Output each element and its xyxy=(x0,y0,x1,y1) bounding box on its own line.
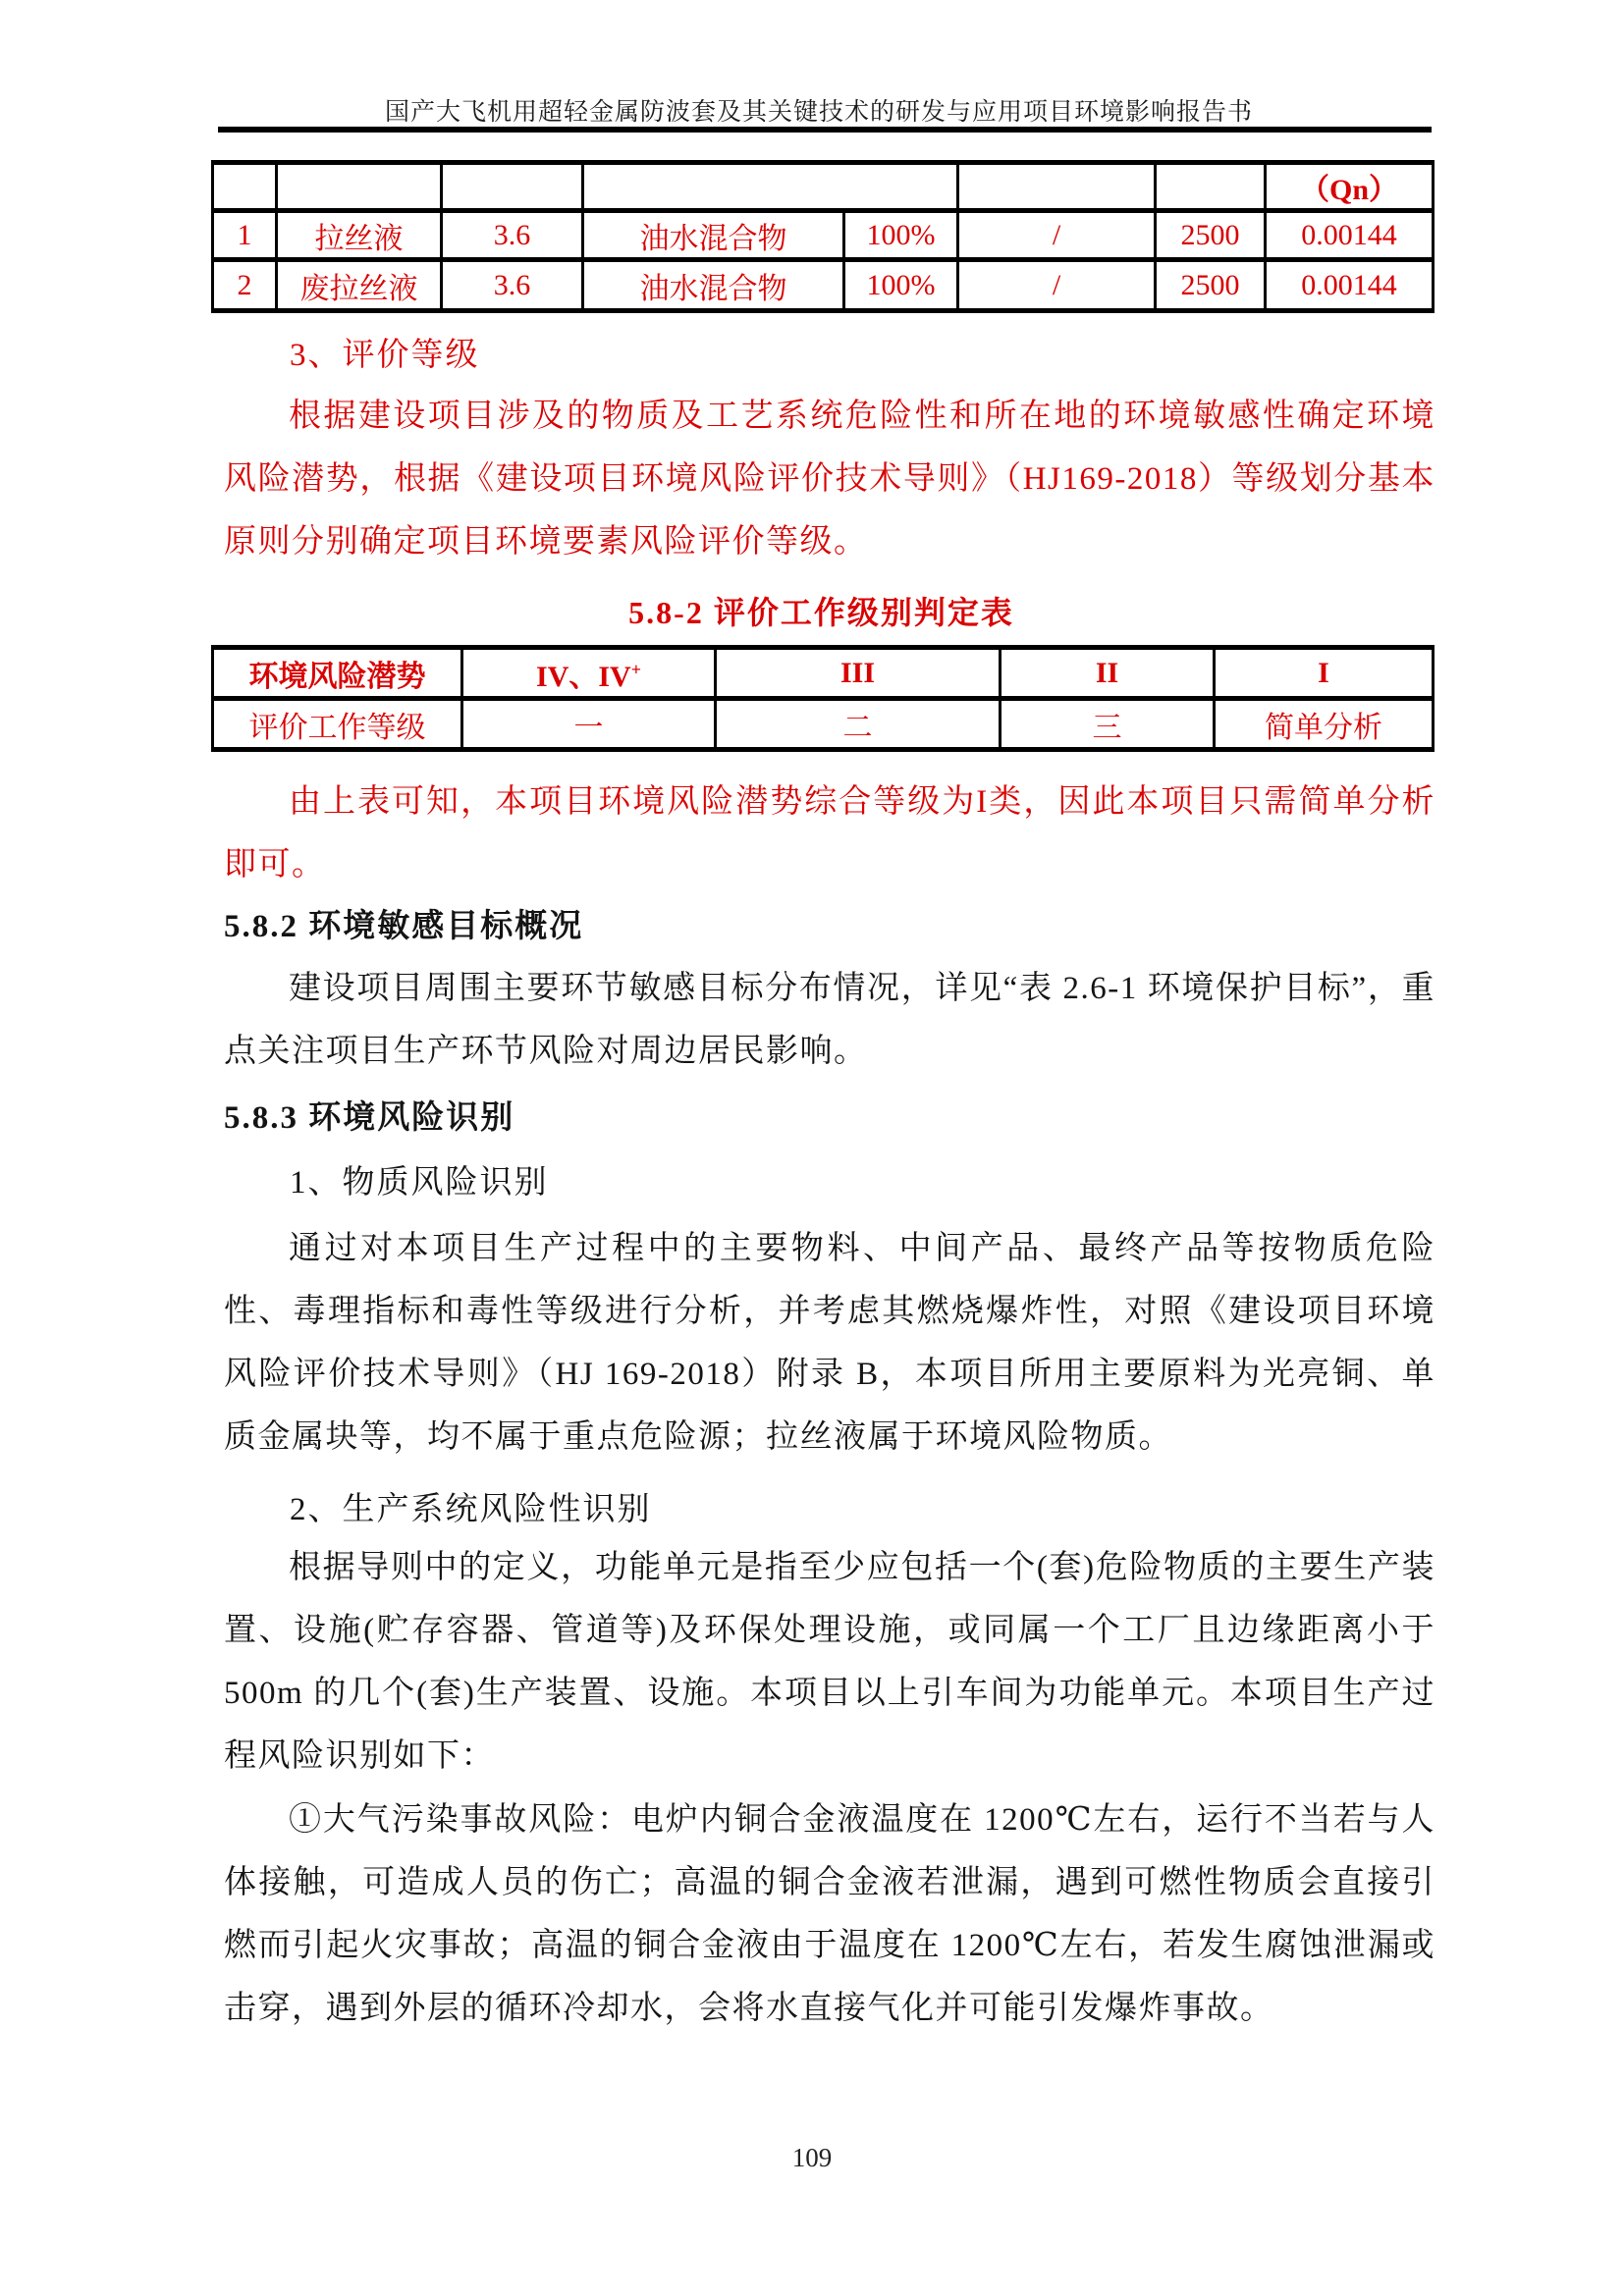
table-cell xyxy=(583,163,958,211)
table-cell: 油水混合物 xyxy=(583,260,844,311)
table-cell: 1 xyxy=(213,211,277,260)
table-cell: 2 xyxy=(213,260,277,311)
table-row xyxy=(213,260,1434,311)
table-cell xyxy=(462,648,716,699)
table-582-title: 5.8-2 评价工作级别判定表 xyxy=(628,595,1014,630)
table-cell: I xyxy=(1215,648,1434,699)
table-cell xyxy=(442,163,583,211)
table-cell xyxy=(277,163,442,211)
header-rule xyxy=(218,127,1432,133)
page-number: 109 xyxy=(791,2143,833,2172)
evaluation-level-table xyxy=(211,645,1435,752)
conclusion-paragraph: 由上表可知，本项目环境风险潜势综合等级为I类，因此本项目只需简单分析即可。 xyxy=(224,784,1435,882)
risk-substance-table xyxy=(211,160,1435,313)
page-header-title: 国产大飞机用超轻金属防波套及其关键技术的研发与应用项目环境影响报告书 xyxy=(384,99,1253,126)
table-cell: II xyxy=(1001,648,1215,699)
table-row xyxy=(213,211,1434,260)
iv-label: IV、IV xyxy=(536,660,631,693)
table-cell: / xyxy=(958,260,1156,311)
table-cell: 环境风险潜势 xyxy=(213,648,462,699)
table-cell: 2500 xyxy=(1156,260,1266,311)
table-cell xyxy=(1156,163,1266,211)
table-cell: 0.00144 xyxy=(1266,260,1434,311)
table-cell: 一 xyxy=(462,699,716,750)
table-header-row xyxy=(213,163,1434,211)
table-cell: 评价工作等级 xyxy=(213,699,462,750)
table-cell: III xyxy=(716,648,1001,699)
section-583-item1: 1、物质风险识别 xyxy=(290,1165,549,1201)
section-583-paragraph3: ①大气污染事故风险：电炉内铜合金液温度在 1200℃左右，运行不当若与人体接触，可造成人员的伤亡；高温的铜合金液若泄漏，遇到可燃性物质会直接引燃而引起火灾事故；高温的铜合金液由于温度在 1200℃左右，若发生腐蚀泄漏或击穿，遇到外层的循环冷却水，会将水直接气化并可能引发爆炸事故。 xyxy=(224,1802,1435,2026)
table-cell: 100% xyxy=(844,211,958,260)
section-582-paragraph: 建设项目周围主要环节敏感目标分布情况，详见“表 2.6-1 环境保护目标”，重点关注项目生产环节风险对周边居民影响。 xyxy=(224,971,1435,1069)
iv-superscript: + xyxy=(630,659,641,679)
table-cell: 2500 xyxy=(1156,211,1266,260)
table-cell xyxy=(213,163,277,211)
section-582-heading: 5.8.2 环境敏感目标概况 xyxy=(224,909,584,944)
table-cell: 废拉丝液 xyxy=(277,260,442,311)
table-cell: 拉丝液 xyxy=(277,211,442,260)
table-header-row xyxy=(213,648,1434,699)
table-cell: 三 xyxy=(1001,699,1215,750)
table-cell: 二 xyxy=(716,699,1001,750)
table-row xyxy=(213,699,1434,750)
section-3-paragraph: 根据建设项目涉及的物质及工艺系统危险性和所在地的环境敏感性确定环境风险潜势，根据《建设项目环境风险评价技术导则》（HJ169-2018）等级划分基本原则分别确定项目环境要素风险评价等级。 xyxy=(224,399,1435,560)
table-cell: 简单分析 xyxy=(1215,699,1434,750)
table-cell: 100% xyxy=(844,260,958,311)
section-583-paragraph2: 根据导则中的定义，功能单元是指至少应包括一个(套)危险物质的主要生产装置、设施(贮存容器、管道等)及环保处理设施，或同属一个工厂且边缘距离小于500m 的几个(套)生产装置、设施。本项目以上引车间为功能单元。本项目生产过程风险识别如下： xyxy=(224,1550,1435,1774)
table-cell: 0.00144 xyxy=(1266,211,1434,260)
table-cell: 3.6 xyxy=(442,211,583,260)
section-583-heading: 5.8.3 环境风险识别 xyxy=(224,1100,515,1136)
table-cell xyxy=(958,163,1156,211)
table-cell: 3.6 xyxy=(442,260,583,311)
section-3-heading: 3、评价等级 xyxy=(290,338,480,373)
section-583-paragraph1: 通过对本项目生产过程中的主要物料、中间产品、最终产品等按物质危险性、毒理指标和毒性等级进行分析，并考虑其燃烧爆炸性，对照《建设项目环境风险评价技术导则》（HJ 169-2018）附录 B，本项目所用主要原料为光亮铜、单质金属块等，均不属于重点危险源；拉丝液属于环境风险物质。 xyxy=(224,1231,1435,1455)
section-583-item2: 2、生产系统风险性识别 xyxy=(290,1492,652,1527)
table-cell: / xyxy=(958,211,1156,260)
table-cell-qn: （Qn） xyxy=(1266,163,1434,211)
table-cell: 油水混合物 xyxy=(583,211,844,260)
